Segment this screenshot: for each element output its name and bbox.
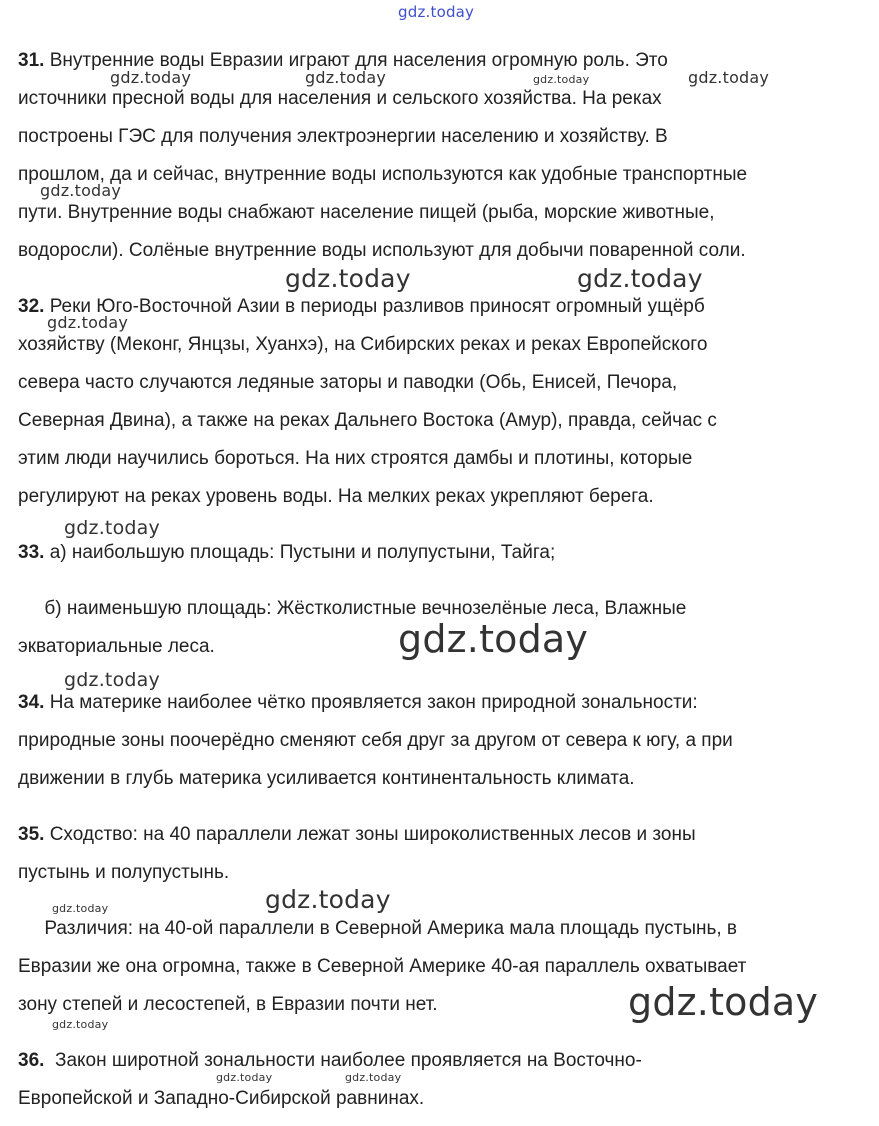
answer-36-line: Европейской и Западно-Сибирской равнинах.: [18, 1088, 425, 1109]
answer-31-line: построены ГЭС для получения электроэнергии населению и хозяйству. В: [18, 126, 668, 147]
watermark: gdz.today: [285, 264, 411, 293]
answer-34-text: На материке наиболее чётко проявляется закон природной зональности:: [44, 692, 698, 713]
watermark: gdz.today: [52, 902, 109, 915]
answer-33-line: экваториальные леса.: [18, 636, 215, 657]
watermark: gdz.today: [64, 517, 160, 539]
answer-35-text: Сходство: на 40 параллели лежат зоны широколиственных лесов и зоны: [44, 824, 696, 845]
answer-31-text: Внутренние воды Евразии играют для населения огромную роль. Это: [44, 50, 668, 71]
answer-32-text: Реки Юго-Восточной Азии в периоды разливов приносят огромный ущёрб: [44, 296, 705, 317]
answer-31-number: 31.: [18, 50, 45, 71]
watermark: gdz.today: [64, 669, 160, 691]
answer-35-line: пустынь и полупустынь.: [18, 862, 230, 883]
answer-32-number: 32.: [18, 296, 45, 317]
watermark: gdz.today: [398, 617, 589, 661]
answer-33-number: 33.: [18, 542, 45, 563]
answer-35-number: 35.: [18, 824, 45, 845]
answer-31-line: пути. Внутренние воды снабжают население пищей (рыба, морские животные,: [18, 202, 715, 223]
answer-32-line: регулируют на реках уровень воды. На мелких реках укрепляют берега.: [18, 486, 654, 507]
answer-33-line: б) наименьшую площадь: Жёстколистные вечнозелёные леса, Влажные: [18, 598, 687, 619]
watermark-top: gdz.today: [398, 3, 475, 21]
watermark: gdz.today: [110, 68, 192, 87]
answer-32-line: [18, 296, 705, 318]
answer-35-line: Евразии же она огромна, также в Северной Америке 40-ая параллель охватывает: [18, 956, 747, 977]
watermark: gdz.today: [265, 885, 391, 914]
answer-34-line: природные зоны поочерёдно сменяют себя друг за другом от севера к югу, а при: [18, 730, 733, 751]
answer-34-line: [18, 692, 698, 714]
answer-33-text: а) наибольшую площадь: Пустыни и полупустыни, Тайга;: [44, 542, 556, 563]
answer-36-line: [18, 1050, 642, 1072]
answer-31-line: прошлом, да и сейчас, внутренние воды используются как удобные транспортные: [18, 164, 748, 185]
answer-32-line: этим люди научились бороться. На них строятся дамбы и плотины, которые: [18, 448, 693, 469]
answer-31-line: источники пресной воды для населения и сельского хозяйства. На реках: [18, 88, 662, 109]
answer-35-line: зону степей и лесостепей, в Евразии почти нет.: [18, 994, 438, 1015]
answer-32-line: севера часто случаются ледяные заторы и паводки (Обь, Енисей, Печора,: [18, 372, 678, 393]
watermark: gdz.today: [628, 980, 819, 1024]
answer-34-number: 34.: [18, 692, 45, 713]
watermark: gdz.today: [216, 1071, 273, 1084]
answer-36-number: 36.: [18, 1050, 45, 1071]
watermark: gdz.today: [305, 68, 387, 87]
watermark: gdz.today: [345, 1071, 402, 1084]
answer-35-line: [18, 824, 696, 846]
watermark: gdz.today: [688, 68, 770, 87]
answer-32-line: Северная Двина), а также на реках Дальнего Востока (Амур), правда, сейчас с: [18, 410, 717, 431]
watermark: gdz.today: [533, 73, 590, 86]
answer-36-text: Закон широтной зональности наиболее проявляется на Восточно-: [44, 1050, 642, 1071]
watermark: gdz.today: [40, 181, 122, 200]
answer-31-line: водоросли). Солёные внутренние воды используют для добычи поваренной соли.: [18, 240, 746, 261]
answer-31-line: [18, 50, 668, 72]
watermark: gdz.today: [577, 264, 703, 293]
watermark: gdz.today: [52, 1018, 109, 1031]
answer-33-line: [18, 542, 555, 564]
watermark: gdz.today: [47, 313, 129, 332]
answer-32-line: хозяйству (Меконг, Янцзы, Хуанхэ), на Сибирских реках и реках Европейского: [18, 334, 708, 355]
answer-35-line: Различия: на 40-ой параллели в Северной Америка мала площадь пустынь, в: [18, 918, 738, 939]
answer-34-line: движении в глубь материка усиливается континентальность климата.: [18, 768, 635, 789]
